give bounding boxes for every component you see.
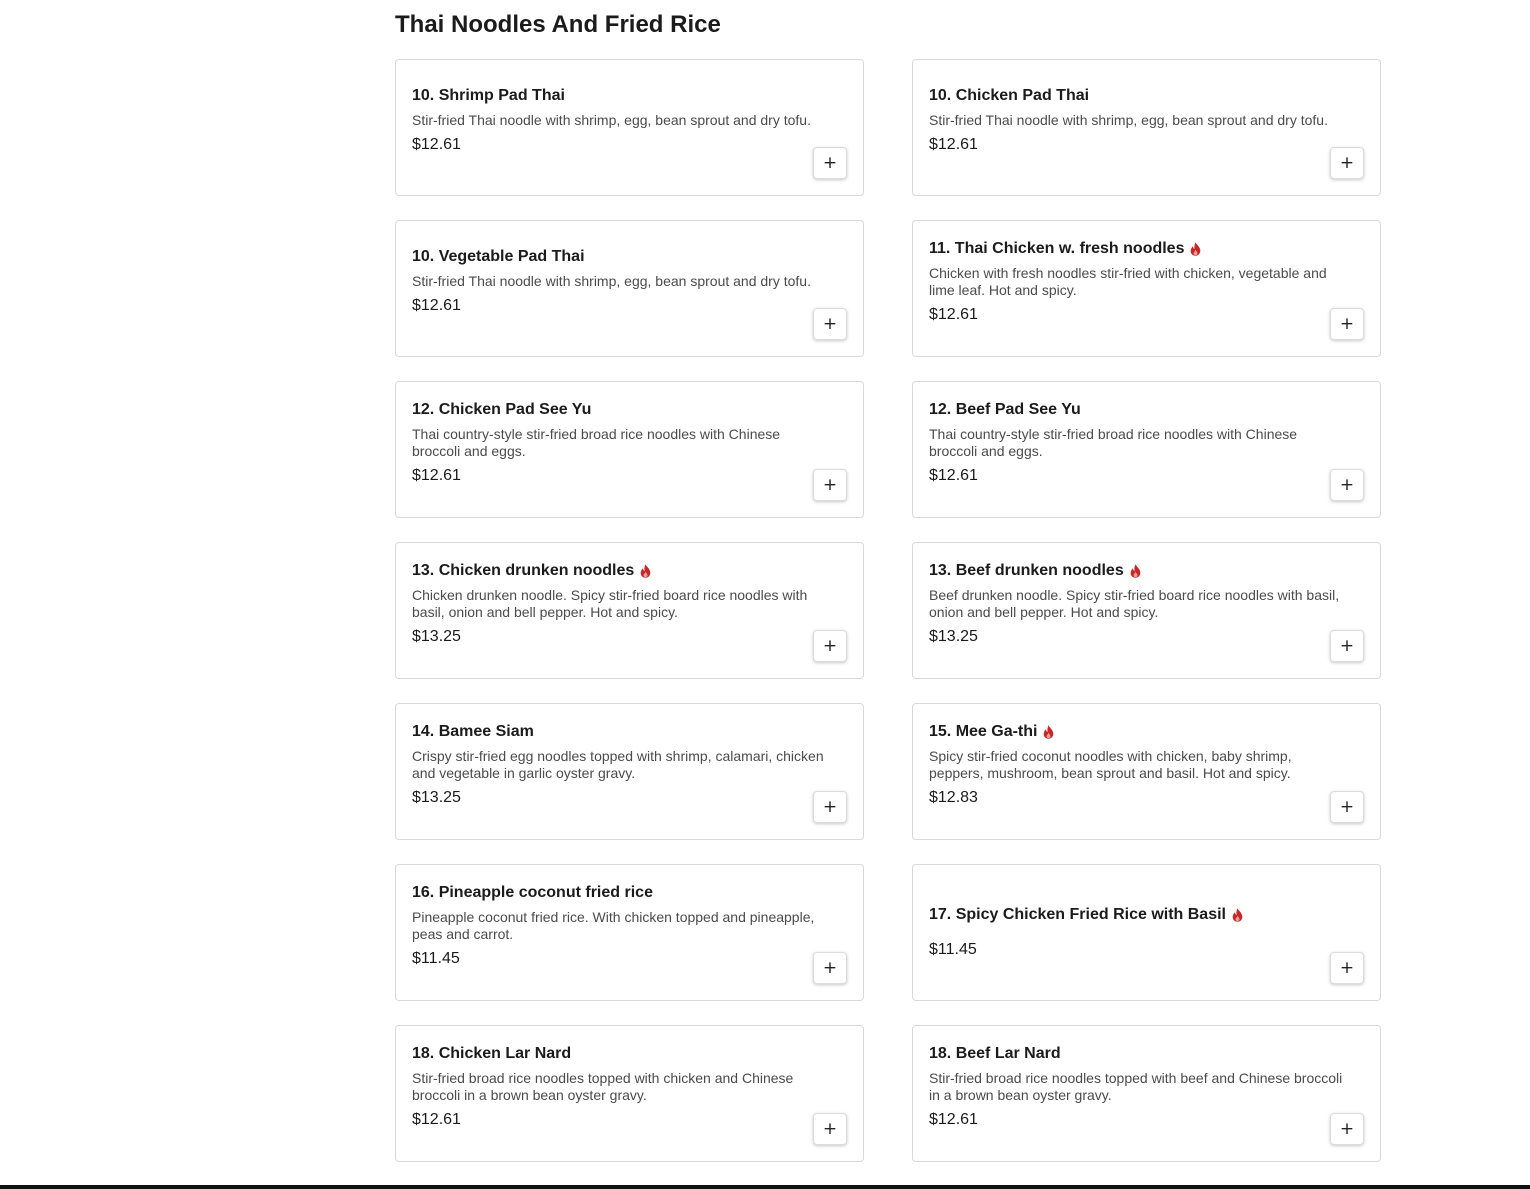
menu-item-content — [929, 1044, 1364, 1130]
item-name-text: 11. Thai Chicken w. fresh noodles — [929, 239, 1185, 257]
item-description: Stir-fried broad rice noodles topped with beef and Chinese broccoli in a brown bean oyster gravy. — [929, 1069, 1343, 1103]
item-name-text: 13. Chicken drunken noodles — [412, 561, 635, 579]
menu-item-content — [412, 400, 847, 486]
add-item-button[interactable] — [1330, 952, 1364, 984]
item-name — [929, 1044, 1344, 1064]
menu-item-content — [929, 86, 1364, 155]
item-name-text: 10. Vegetable Pad Thai — [412, 248, 585, 265]
item-name — [412, 86, 827, 106]
add-item-button[interactable] — [1330, 791, 1364, 823]
item-description: Chicken with fresh noodles stir-fried with chicken, vegetable and lime leaf. Hot and spicy. — [929, 264, 1327, 298]
plus-icon: + — [1339, 313, 1355, 334]
menu-item-card[interactable] — [395, 1025, 864, 1162]
menu-item-card[interactable] — [912, 703, 1381, 840]
add-item-button[interactable] — [1330, 469, 1364, 501]
flame-icon — [1190, 242, 1201, 256]
flame-icon — [1130, 564, 1141, 578]
item-name-text: 16. Pineapple coconut fried rice — [412, 883, 653, 901]
item-price: $11.45 — [929, 941, 977, 958]
item-name — [929, 722, 1344, 742]
item-name — [412, 561, 827, 581]
menu-item-card[interactable] — [912, 59, 1381, 196]
item-description: Chicken drunken noodle. Spicy stir-fried board rice noodles with basil, onion and bell pepper. Hot and spicy. — [412, 586, 808, 620]
add-item-button[interactable] — [813, 791, 847, 823]
add-item-button[interactable] — [1330, 147, 1364, 179]
item-name — [412, 400, 827, 420]
item-description: Stir-fried Thai noodle with shrimp, egg, bean sprout and dry tofu. — [412, 112, 811, 128]
plus-icon: + — [1339, 635, 1355, 656]
menu-item-card[interactable] — [395, 703, 864, 840]
item-name-text: 18. Chicken Lar Nard — [412, 1044, 572, 1062]
menu-item-card[interactable] — [395, 220, 864, 357]
flame-icon — [1232, 908, 1243, 922]
plus-icon: + — [822, 474, 838, 495]
menu-item-content — [412, 247, 847, 316]
item-description: Crispy stir-fried egg noodles topped with shrimp, calamari, chicken and vegetable in garlic oyster gravy. — [412, 747, 824, 781]
item-price: $12.61 — [412, 466, 461, 484]
menu-item-card[interactable] — [912, 864, 1381, 1001]
plus-icon: + — [1339, 152, 1355, 173]
section-title: Thai Noodles And Fried Rice — [395, 11, 721, 38]
menu-item-card[interactable] — [912, 1025, 1381, 1162]
add-item-button[interactable] — [813, 630, 847, 662]
menu-item-card[interactable] — [912, 220, 1381, 357]
menu-item-content — [929, 905, 1364, 960]
item-price: $11.45 — [412, 949, 460, 967]
menu-item-card[interactable] — [395, 59, 864, 196]
item-name-text: 17. Spicy Chicken Fried Rice with Basil — [929, 906, 1226, 923]
item-description: Beef drunken noodle. Spicy stir-fried board rice noodles with basil, onion and bell pepper. Hot and spicy. — [929, 586, 1340, 620]
add-item-button[interactable] — [813, 469, 847, 501]
bottom-bar — [0, 1185, 1530, 1189]
menu-item-card[interactable] — [912, 381, 1381, 518]
plus-icon: + — [822, 152, 838, 173]
item-price: $12.61 — [412, 1110, 461, 1128]
add-item-button[interactable] — [1330, 308, 1364, 340]
item-name-text: 10. Shrimp Pad Thai — [412, 87, 565, 104]
add-item-button[interactable] — [813, 1113, 847, 1145]
item-name-text: 12. Chicken Pad See Yu — [412, 400, 592, 418]
menu-item-content — [929, 400, 1364, 486]
add-item-button[interactable] — [1330, 630, 1364, 662]
item-name-text: 15. Mee Ga-thi — [929, 722, 1038, 740]
item-description: Thai country-style stir-fried broad rice noodles with Chinese broccoli and eggs. — [412, 425, 781, 459]
item-name — [412, 247, 827, 267]
item-name — [929, 561, 1344, 581]
menu-item-card[interactable] — [395, 864, 864, 1001]
menu-item-content — [412, 561, 847, 647]
plus-icon: + — [822, 1118, 838, 1139]
item-price: $12.83 — [929, 788, 978, 806]
add-item-button[interactable] — [813, 308, 847, 340]
plus-icon: + — [1339, 796, 1355, 817]
plus-icon: + — [1339, 474, 1355, 495]
plus-icon: + — [822, 796, 838, 817]
item-name-text: 12. Beef Pad See Yu — [929, 400, 1081, 418]
plus-icon: + — [822, 313, 838, 334]
menu-item-content — [929, 722, 1364, 808]
item-name-text: 18. Beef Lar Nard — [929, 1044, 1061, 1062]
item-price: $13.25 — [412, 627, 461, 645]
item-price: $12.61 — [929, 305, 978, 323]
item-name — [412, 883, 827, 903]
menu-item-content — [412, 86, 847, 155]
menu-item-card[interactable] — [395, 381, 864, 518]
item-description: Spicy stir-fried coconut noodles with chicken, baby shrimp, peppers, mushroom, bean sprout and basil. Hot and spicy. — [929, 747, 1292, 781]
add-item-button[interactable] — [813, 147, 847, 179]
menu-item-content — [412, 883, 847, 969]
flame-icon — [640, 564, 651, 578]
item-price: $12.61 — [412, 136, 461, 153]
item-description: Stir-fried Thai noodle with shrimp, egg, bean sprout and dry tofu. — [412, 273, 811, 289]
item-description: Thai country-style stir-fried broad rice noodles with Chinese broccoli and eggs. — [929, 425, 1298, 459]
item-price: $12.61 — [929, 1110, 978, 1128]
item-price: $13.25 — [412, 788, 461, 806]
menu-item-content — [929, 239, 1364, 325]
item-name — [412, 1044, 827, 1064]
item-description: Stir-fried Thai noodle with shrimp, egg, bean sprout and dry tofu. — [929, 112, 1328, 128]
menu-item-card[interactable] — [395, 542, 864, 679]
item-name — [412, 722, 827, 742]
item-name — [929, 905, 1344, 925]
menu-item-content — [412, 722, 847, 808]
item-name-text: 14. Bamee Siam — [412, 722, 534, 740]
item-name — [929, 239, 1344, 259]
item-name-text: 13. Beef drunken noodles — [929, 561, 1124, 579]
menu-item-content — [929, 561, 1364, 647]
item-description: Pineapple coconut fried rice. With chicken topped and pineapple, peas and carrot. — [412, 908, 815, 942]
menu-item-content — [412, 1044, 847, 1130]
item-price: $12.61 — [412, 297, 461, 314]
item-description: Stir-fried broad rice noodles topped with chicken and Chinese broccoli in a brown bean oyster gravy. — [412, 1069, 794, 1103]
item-name-text: 10. Chicken Pad Thai — [929, 87, 1090, 104]
plus-icon: + — [1339, 957, 1355, 978]
item-name — [929, 86, 1344, 106]
item-price: $12.61 — [929, 136, 978, 153]
menu-grid — [395, 59, 1381, 1162]
add-item-button[interactable] — [813, 952, 847, 984]
flame-icon — [1043, 725, 1054, 739]
plus-icon: + — [822, 957, 838, 978]
plus-icon: + — [822, 635, 838, 656]
item-price: $13.25 — [929, 627, 978, 645]
item-price: $12.61 — [929, 466, 978, 484]
add-item-button[interactable] — [1330, 1113, 1364, 1145]
plus-icon: + — [1339, 1118, 1355, 1139]
item-name — [929, 400, 1344, 420]
menu-item-card[interactable] — [912, 542, 1381, 679]
